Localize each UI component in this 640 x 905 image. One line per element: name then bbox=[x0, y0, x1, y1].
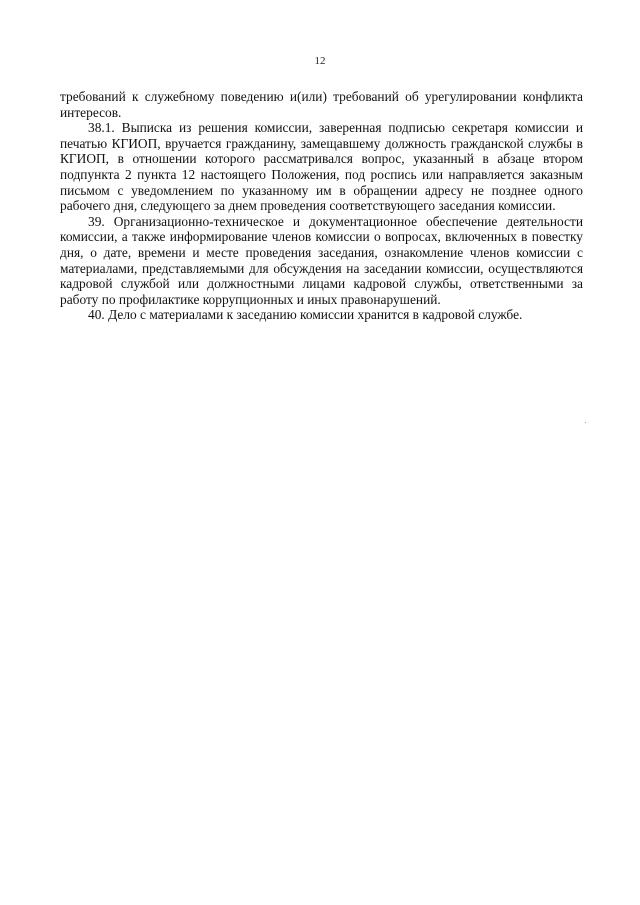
paragraph-38-1: 38.1. Выписка из решения комиссии, заверенная подписью секретаря комиссии и печатью КГИОП, вручается гражданину, замещавшему должность гражданской службы в КГИОП, в отношении которого рассматривался вопрос, указанный в абзаце втором подпункта 2 пункта 12 настоящего Положения, под роспись или направляется заказным письмом с уведомлением по указанному им в обращении адресу не позднее одного рабочего дня, следующего за днем проведения соответствующего заседания комиссии. bbox=[60, 120, 583, 214]
paragraph-40: 40. Дело с материалами к заседанию комиссии хранится в кадровой службе. bbox=[88, 307, 523, 323]
document-body bbox=[60, 89, 583, 323]
paragraph-39: 39. Организационно-техническое и документационное обеспечение деятельности комиссии, а также информирование членов комиссии о вопросах, включенных в повестку дня, о дате, времени и месте проведения заседания, ознакомление членов комиссии с материалами, представляемыми для обсуждения на заседании комиссии, осуществляются кадровой службой или должностными лицами кадровой службы, ответственными за работу по профилактике коррупционных и иных правонарушений. bbox=[60, 213, 583, 307]
scan-speck bbox=[585, 422, 586, 423]
paragraph-continuation: требований к служебному поведению и(или) требований об урегулировании конфликта интересов. bbox=[60, 89, 583, 120]
page-number: 12 bbox=[314, 55, 326, 67]
